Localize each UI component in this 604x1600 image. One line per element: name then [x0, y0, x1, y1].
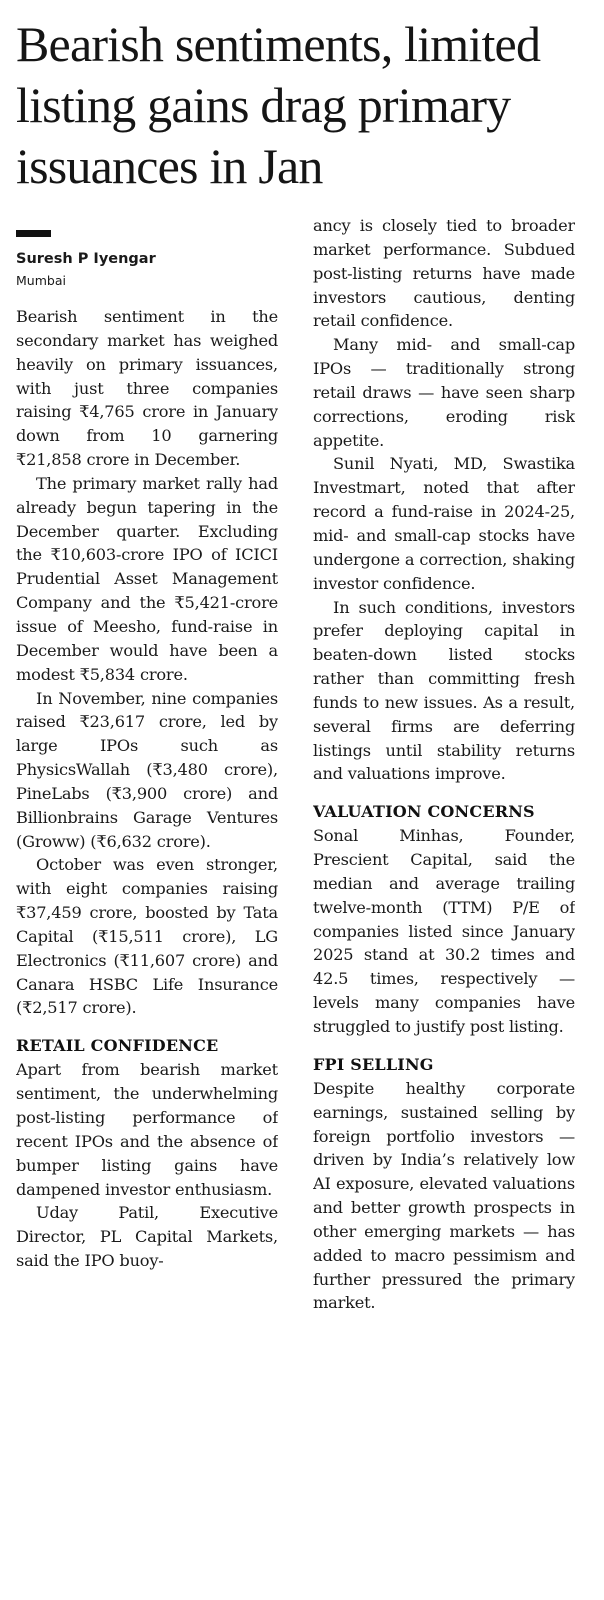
paragraph: Sunil Nyati, MD, Swastika Investmart, noted that after record a fund-raise in 2024-25, mid- and small-cap stocks have undergone a correction, shaking investor confidence.	[313, 454, 575, 593]
author-name: Suresh P Iyengar	[16, 251, 156, 267]
article-column-right	[313, 214, 575, 1590]
paragraph: ancy is closely tied to broader market performance. Subdued post-listing returns have made investors cautious, denting retail confidence.	[313, 216, 575, 331]
paragraph: Bearish sentiment in the secondary market has weighed heavily on primary issuances, with just three companies raising ₹4,765 crore in January down from 10 garnering ₹21,858 crore in December.	[16, 307, 278, 470]
section-heading-valuation-concerns: VALUATION CONCERNS	[313, 802, 535, 822]
headline: Bearish sentiments, limited listing gains drag primary issuances in Jan	[16, 16, 541, 194]
section-heading-retail-confidence: RETAIL CONFIDENCE	[16, 1036, 219, 1056]
byline-rule	[16, 230, 51, 237]
article-column-left	[16, 214, 278, 1590]
paragraph: In November, nine companies raised ₹23,617 crore, led by large IPOs such as PhysicsWallah (₹3,480 crore), PineLabs (₹3,900 crore) and Billionbrains Garage Ventures (Groww) (₹6,632 crore).	[16, 688, 278, 851]
section-heading-fpi-selling: FPI SELLING	[313, 1054, 434, 1074]
paragraph: Sonal Minhas, Founder, Prescient Capital, said the median and average trailing twelve-month (TTM) P/E of companies listed since January 2025 stand at 30.2 times and 42.5 times, respectively — levels many companies have struggled to justify post listing.	[313, 826, 575, 1036]
paragraph: Apart from bearish market sentiment, the underwhelming post-listing performance of recent IPOs and the absence of bumper listing gains have dampened investor enthusiasm.	[16, 1060, 278, 1199]
paragraph: Uday Patil, Executive Director, PL Capital Markets, said the IPO buoy-	[16, 1203, 278, 1271]
paragraph: The primary market rally had already begun tapering in the December quarter. Excluding the ₹10,603-crore IPO of ICICI Prudential Asset Management Company and the ₹5,421-crore issue of Meesho, fund-raise in December would have been a modest ₹5,834 crore.	[16, 473, 278, 684]
paragraph: October was even stronger, with eight companies raising ₹37,459 crore, boosted by Tata Capital (₹15,511 crore), LG Electronics (₹11,607 crore) and Canara HSBC Life Insurance (₹2,517 crore).	[16, 855, 278, 1018]
paragraph: Many mid- and small-cap IPOs — traditionally strong retail draws — have seen sharp corrections, eroding risk appetite.	[313, 335, 575, 450]
paragraph: In such conditions, investors prefer deploying capital in beaten-down listed stocks rather than committing fresh funds to new issues. As a result, several firms are deferring listings until stability returns and valuations improve.	[313, 597, 575, 784]
dateline: Mumbai	[16, 273, 66, 288]
paragraph: Despite healthy corporate earnings, sustained selling by foreign portfolio investors — driven by India’s relatively low AI exposure, elevated valuations and better growth prospects in other emerging markets — has added to macro pessimism and further pressured the primary market.	[313, 1078, 575, 1313]
